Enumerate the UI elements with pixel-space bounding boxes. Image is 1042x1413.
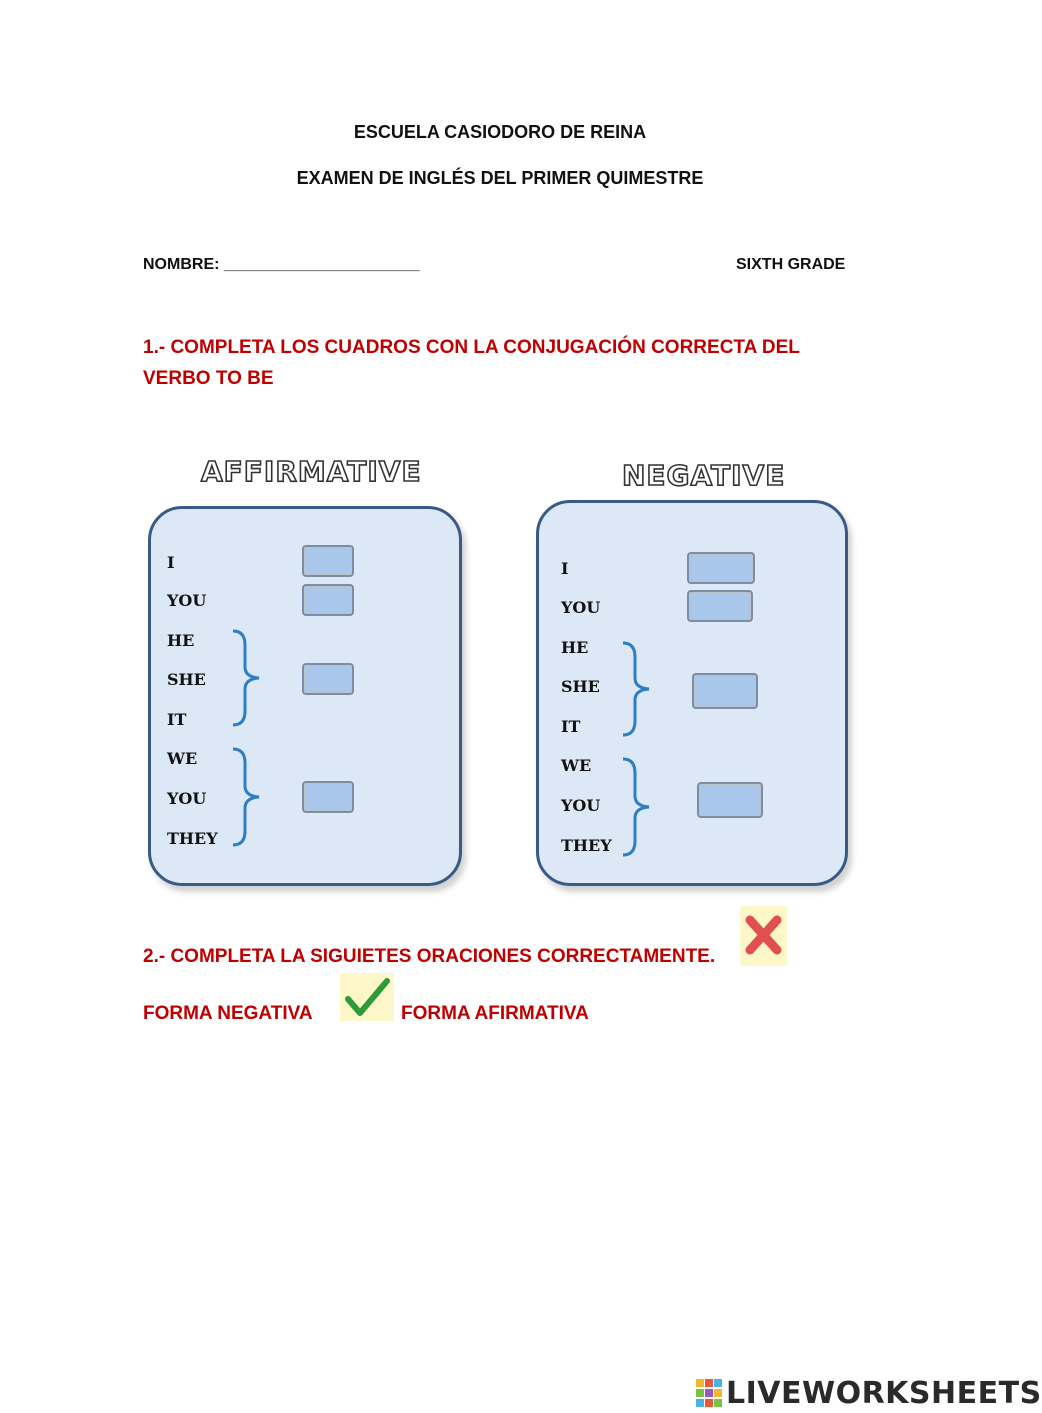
pronoun-label: YOU — [561, 796, 601, 815]
exercise2-instruction: 2.- COMPLETA LA SIGUIETES ORACIONES CORRECTAMENTE. — [143, 946, 716, 967]
answer-box-i[interactable] — [687, 552, 755, 584]
name-field-label: NOMBRE: ______________________ — [143, 256, 420, 273]
answer-box-he-she-it[interactable] — [302, 663, 354, 695]
liveworksheets-logo-icon — [696, 1379, 722, 1409]
pronoun-label: WE — [561, 756, 592, 775]
exercise1-instruction-line1: 1.- COMPLETA LOS CUADROS CON LA CONJUGACIÓN CORRECTA DEL — [143, 337, 800, 358]
answer-box-i[interactable] — [302, 545, 354, 577]
negative-card — [536, 500, 848, 886]
exam-title: EXAMEN DE INGLÉS DEL PRIMER QUIMESTRE — [296, 168, 704, 188]
affirmative-title — [195, 448, 420, 494]
brace-we-you-they — [227, 745, 267, 849]
brace-he-she-it — [617, 639, 657, 739]
pronoun-label: IT — [167, 710, 187, 729]
pronoun-label: WE — [167, 749, 198, 768]
forma-afirmativa-label: FORMA AFIRMATIVA — [401, 1003, 589, 1024]
answer-box-we-you-they[interactable] — [302, 781, 354, 813]
liveworksheets-logo-text: LIVEWORKSHEETS — [726, 1376, 1042, 1411]
brace-we-you-they — [617, 755, 657, 859]
exercise1-instruction — [143, 332, 863, 394]
answer-box-he-she-it[interactable] — [692, 673, 758, 709]
negative-title — [618, 452, 793, 498]
pronoun-label: HE — [167, 631, 195, 650]
liveworksheets-logo — [696, 1376, 1042, 1411]
answer-box-you[interactable] — [687, 590, 753, 622]
pronoun-label: THEY — [167, 829, 218, 848]
pronoun-label: THEY — [561, 836, 612, 855]
pronoun-label: IT — [561, 717, 581, 736]
svg-text:NEGATIVE: NEGATIVE — [622, 459, 786, 492]
school-name: ESCUELA CASIODORO DE REINA — [353, 122, 647, 142]
pronoun-label: YOU — [167, 591, 207, 610]
pronoun-label: HE — [561, 638, 589, 657]
pronoun-label: I — [561, 559, 569, 578]
affirmative-card — [148, 506, 462, 886]
check-icon — [340, 973, 394, 1021]
svg-text:AFFIRMATIVE: AFFIRMATIVE — [201, 455, 422, 488]
answer-box-we-you-they[interactable] — [697, 782, 763, 818]
cross-icon — [740, 906, 787, 966]
exercise1-instruction-line2: VERBO TO BE — [143, 368, 274, 389]
pronoun-label: SHE — [561, 677, 600, 696]
brace-he-she-it — [227, 627, 267, 729]
forma-negativa-label: FORMA NEGATIVA — [143, 1003, 313, 1024]
answer-box-you[interactable] — [302, 584, 354, 616]
pronoun-label: SHE — [167, 670, 206, 689]
pronoun-label: I — [167, 553, 175, 572]
grade-label: SIXTH GRADE — [736, 256, 846, 273]
pronoun-label: YOU — [167, 789, 207, 808]
pronoun-label: YOU — [561, 598, 601, 617]
